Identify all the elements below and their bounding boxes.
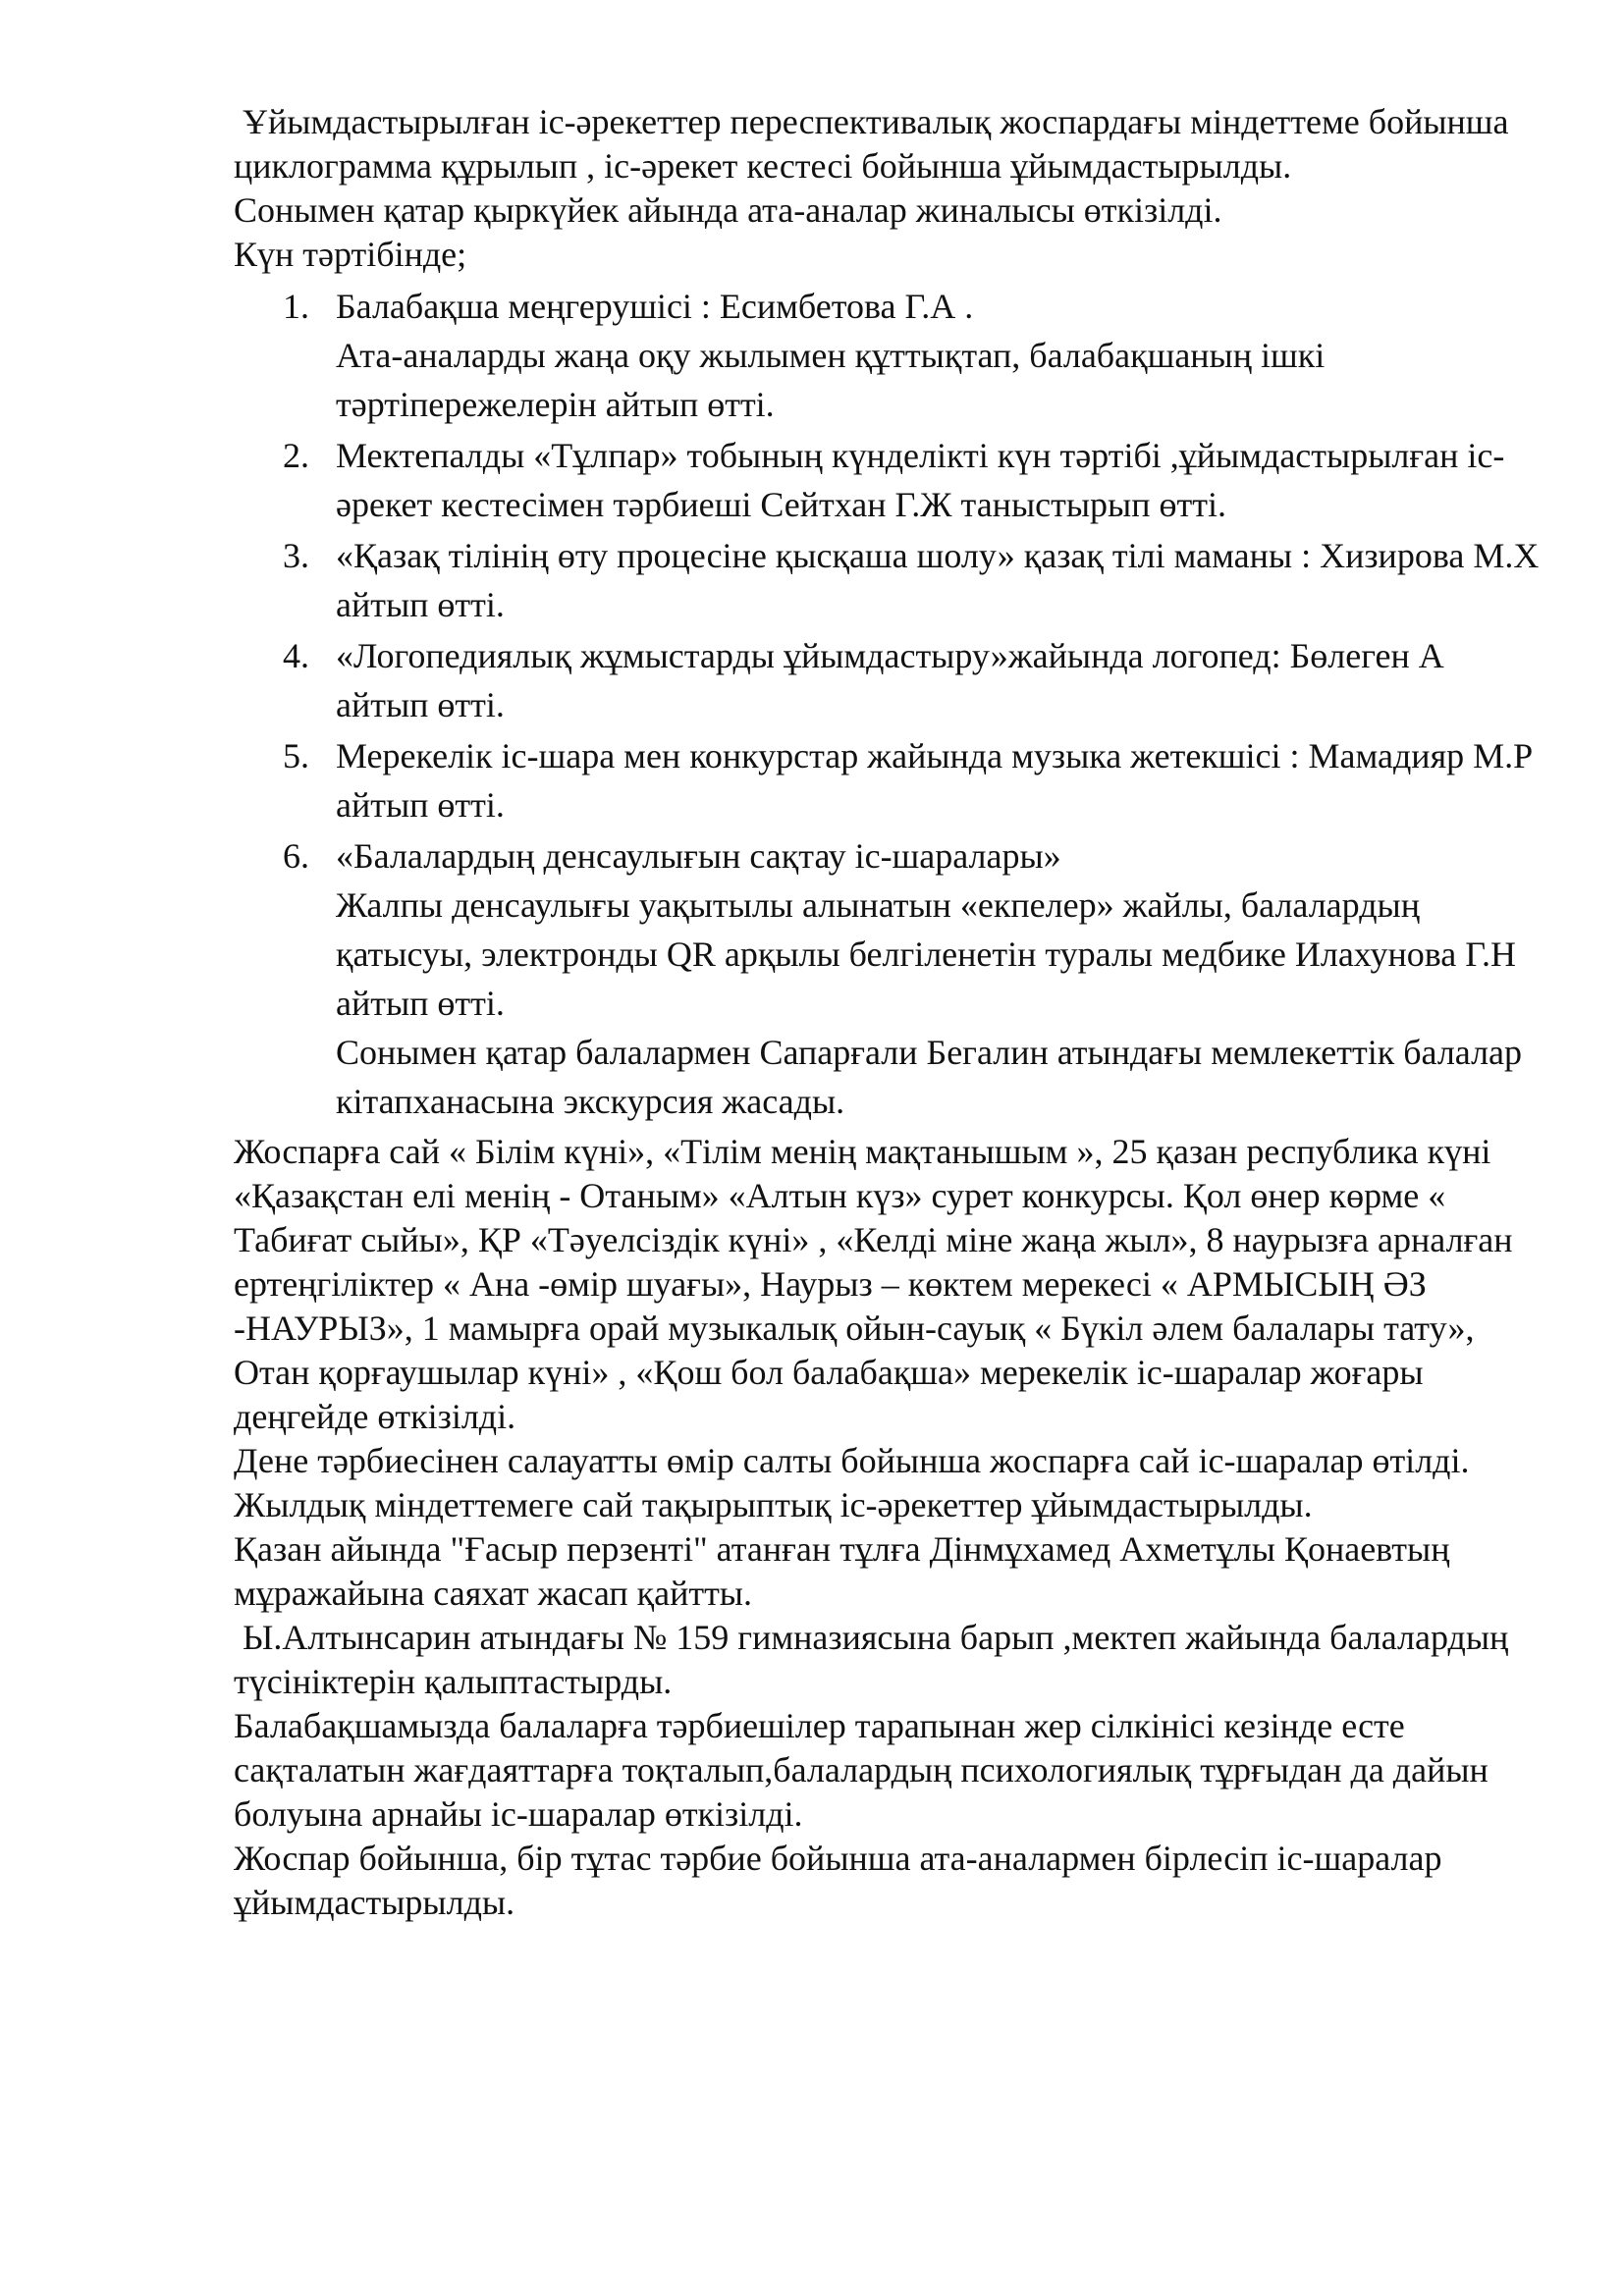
agenda-item-text: Мерекелік іс-шара мен конкурстар жайында музыка жетекшісі : Мамадияр М.Р айтып өтті. — [336, 736, 1534, 825]
agenda-item-detail: Жалпы денсаулығы уақытылы алынатын «екпелер» жайлы, балалардың қатысуы, электронды QR арқылы белгіленетін туралы медбике Илахунова Г.Н айтып өтті. — [336, 885, 1516, 1023]
events-section — [234, 1130, 1540, 1925]
agenda-item-text: «Логопедиялық жұмыстарды ұйымдастыру»жайында логопед: Бөлеген А айтып өтті. — [336, 636, 1444, 724]
agenda-item — [234, 531, 1540, 629]
agenda-item-detail: Ата-аналарды жаңа оқу жылымен құттықтап, балабақшаның ішкі тәртіпережелерін айтып өтті. — [336, 336, 1326, 424]
agenda-item-text: «Қазақ тілінің өту процесіне қысқаша шолу» қазақ тілі маманы : Хизирова М.Х айтып өтті. — [336, 536, 1540, 624]
agenda-item-text: Мектепалды «Тұлпар» тобының күнделікті күн тәртібі ,ұйымдастырылған іс-әрекет кестесімен тәрбиеші Сейтхан Г.Ж таныстырып өтті. — [336, 436, 1505, 524]
agenda-item — [234, 282, 1540, 429]
agenda-item — [234, 731, 1540, 829]
agenda-item-note: Сонымен қатар балалармен Сапарғали Бегалин атындағы мемлекеттік балалар кітапханасына экскурсия жасады. — [336, 1033, 1523, 1121]
events-paragraph: Жоспарға сай « Білім күні», «Тілім менің мақтанышым », 25 қазан республика күні «Қазақстан елі менің - Отаным» «Алтын күз» сурет конкурсы. Қол өнер көрме « Табиғат сыйы», ҚР «Тәуелсіздік күні» , «Келді міне жаңа жыл», 8 наурызға арналған ертеңгіліктер « Ана -өмір шуағы», Наурыз – көктем мерекесі « АРМЫСЫҢ ӘЗ -НАУРЫЗ», 1 мамырға орай музыкалық ойын-сауық « Бүкіл әлем балалары тату», Отан қорғаушылар күні» , «Қош бол балабақша» мерекелік іс-шаралар жоғары деңгейде өткізілді. — [234, 1132, 1513, 1436]
agenda-item-number: 4. — [283, 636, 309, 675]
annual-goals-paragraph: Жылдық міндеттемеге сай тақырыптық іс-әрекеттер ұйымдастырылды. — [234, 1485, 1313, 1524]
agenda-item — [234, 631, 1540, 729]
agenda-heading: Күн тәртібінде; — [234, 235, 467, 274]
agenda-item-number: 6. — [283, 836, 309, 876]
agenda-item-number: 2. — [283, 436, 309, 475]
earthquake-safety-paragraph: Балабақшамызда балаларға тәрбиешілер тарапынан жер сілкінісі кезінде есте сақталатын жағдаяттарға тоқталып,балалардың психологиялық тұрғыдан да дайын болуына арнайы іс-шаралар өткізілді. — [234, 1706, 1489, 1834]
document-body — [234, 100, 1540, 1925]
agenda-item — [234, 431, 1540, 529]
agenda-item — [234, 831, 1540, 1126]
agenda-item-text: «Балалардың денсаулығын сақтау іс-шаралары» — [336, 836, 1061, 876]
agenda-item-text: Балабақша меңгерушісі : Есимбетова Г.А . — [336, 287, 974, 326]
agenda-item-number: 3. — [283, 536, 309, 575]
parents-cooperation-paragraph: Жоспар бойынша, бір тұтас тәрбие бойынша ата-аналармен бірлесіп іс-шаралар ұйымдастырылды. — [234, 1839, 1442, 1922]
intro-paragraph: Ұйымдастырылған іс-әрекеттер переспективалық жоспардағы міндеттеме бойынша циклограмма құрылып , іс-әрекет кестесі бойынша ұйымдастырылды. — [234, 102, 1509, 186]
museum-trip-paragraph: Қазан айында "Ғасыр перзенті" атанған тұлға Дінмұхамед Ахметұлы Қонаевтың мұражайына саяхат жасап қайтты. — [234, 1529, 1450, 1613]
physical-education-paragraph: Дене тәрбиесінен салауатты өмір салты бойынша жоспарға сай іс-шаралар өтілді. — [234, 1441, 1470, 1480]
meeting-paragraph: Сонымен қатар қыркүйек айында ата-аналар жиналысы өткізілді. — [234, 190, 1222, 230]
agenda-item-number: 5. — [283, 736, 309, 775]
agenda-list — [234, 282, 1540, 1126]
agenda-item-number: 1. — [283, 287, 309, 326]
gymnasium-visit-paragraph: Ы.Алтынсарин атындағы № 159 гимназиясына барып ,мектеп жайында балалардың түсініктерін қалыптастырды. — [234, 1618, 1509, 1701]
